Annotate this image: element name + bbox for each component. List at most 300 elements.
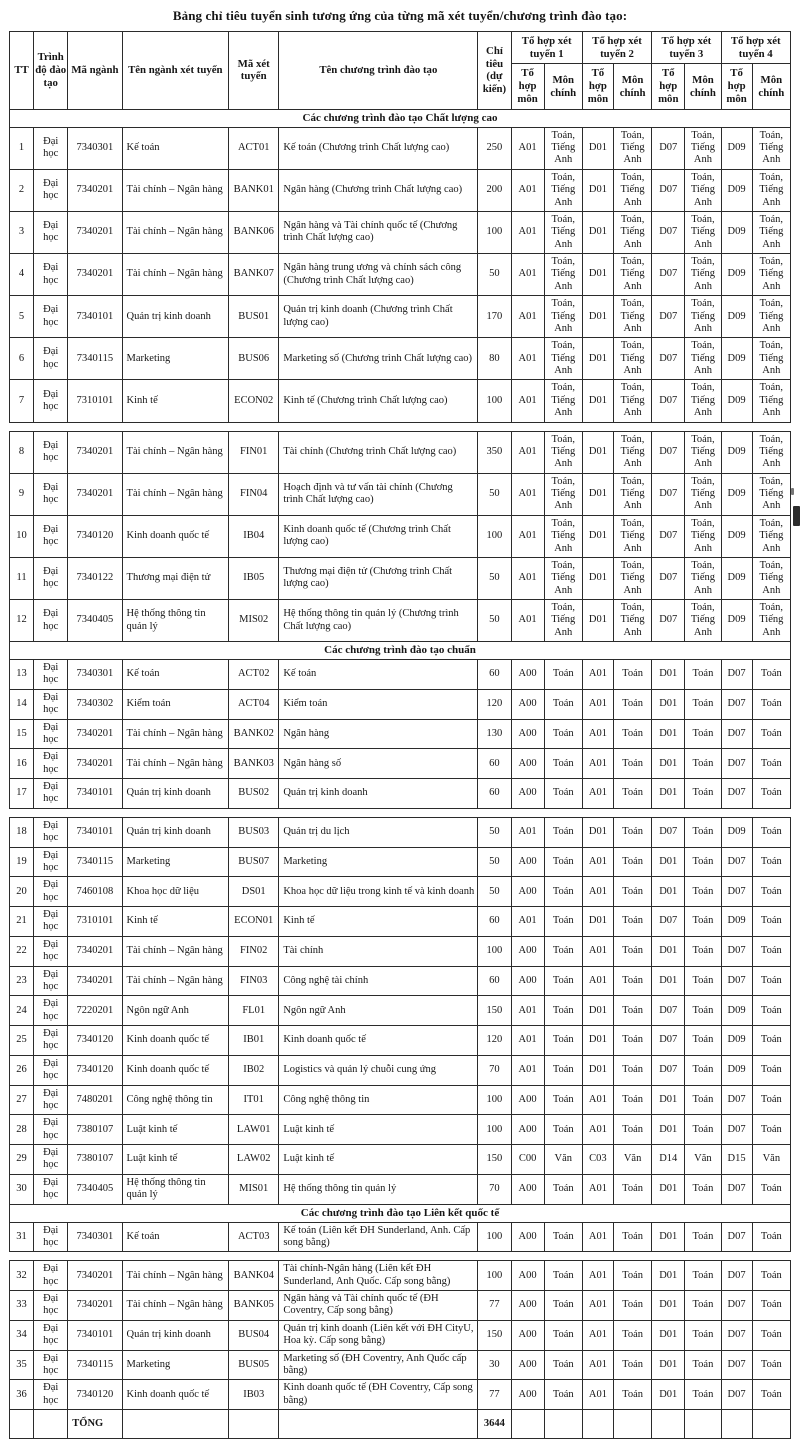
cell-main-subject: Toán, Tiếng Anh: [752, 296, 790, 338]
cell-major-name: Quản trị kinh doanh: [122, 817, 229, 847]
cell-main-subject: Toán, Tiếng Anh: [614, 338, 652, 380]
cell-program-name: Khoa học dữ liệu trong kinh tế và kinh doanh: [279, 877, 478, 907]
cell-level: Đại học: [34, 431, 68, 473]
cell-admission-code: BANK03: [229, 749, 279, 779]
cell-quota: 100: [478, 936, 511, 966]
cell-main-subject: Toán: [752, 1085, 790, 1115]
cell-combo-code: A01: [582, 936, 613, 966]
table-row: [10, 719, 791, 749]
cell-combo-code: D07: [652, 211, 685, 253]
cell-combo-code: C00: [511, 1145, 544, 1175]
cell-main-subject: Toán, Tiếng Anh: [614, 380, 652, 422]
cell-combo-code: D01: [652, 1174, 685, 1204]
cell-quota: 50: [478, 254, 511, 296]
cell-program-name: Kế toán: [279, 660, 478, 690]
cell-quota: 60: [478, 660, 511, 690]
cell-tt: 3: [10, 211, 34, 253]
cell-combo-code: A01: [582, 1174, 613, 1204]
cell-combo: [685, 1410, 721, 1439]
cell-combo-code: D07: [721, 1115, 752, 1145]
cell-program-name: Ngân hàng và Tài chính quốc tế (Chương trình Chất lượng cao): [279, 211, 478, 253]
cell-quota: 60: [478, 749, 511, 779]
cell-major-code: 7340201: [68, 1261, 122, 1291]
cell-combo: [511, 1410, 544, 1439]
cell-major-code: 7340122: [68, 557, 122, 599]
table-row: [10, 1145, 791, 1175]
cell-combo-code: D09: [721, 211, 752, 253]
cell-major-name: Tài chính – Ngân hàng: [122, 254, 229, 296]
cell-major-code: 7340115: [68, 847, 122, 877]
cell-major-name: Marketing: [122, 1350, 229, 1380]
cell-main-subject: Toán: [614, 1291, 652, 1321]
table-row: [10, 211, 791, 253]
cell-level: Đại học: [34, 380, 68, 422]
cell-combo-code: D07: [652, 127, 685, 169]
cell-major-code: 7340201: [68, 936, 122, 966]
cell-combo: [652, 1410, 685, 1439]
cell-quota: 50: [478, 817, 511, 847]
cell-admission-code: FIN02: [229, 936, 279, 966]
cell-combo-code: A01: [582, 749, 613, 779]
cell-admission-code: IB03: [229, 1380, 279, 1410]
cell-quota: 60: [478, 907, 511, 937]
cell-quota: 150: [478, 996, 511, 1026]
cell-major-code: 7340301: [68, 660, 122, 690]
cell-main-subject: Văn: [752, 1145, 790, 1175]
cell-main-subject: Toán: [614, 1350, 652, 1380]
cell-level: Đại học: [34, 1261, 68, 1291]
cell-program-name: Quản trị kinh doanh (Liên kết với ĐH CityU, Hoa kỳ. Cấp song bằng): [279, 1320, 478, 1350]
cell-main-subject: Toán: [614, 1174, 652, 1204]
cell-main-subject: Toán: [544, 1174, 582, 1204]
cell-combo-code: A01: [511, 1026, 544, 1056]
table-row: [10, 966, 791, 996]
cell-major-name: Khoa học dữ liệu: [122, 877, 229, 907]
table-row: [10, 515, 791, 557]
cell-combo-code: D07: [721, 1261, 752, 1291]
cell-main-subject: Toán, Tiếng Anh: [614, 296, 652, 338]
cell-combo: [614, 1410, 652, 1439]
table-block-3: [9, 817, 791, 1252]
cell-level: Đại học: [34, 1350, 68, 1380]
cell-combo-code: D09: [721, 600, 752, 642]
cell-combo-code: D07: [721, 1291, 752, 1321]
cell-combo-code: D09: [721, 515, 752, 557]
cell-main-subject: Toán, Tiếng Anh: [544, 600, 582, 642]
cell-main-subject: Toán: [752, 1026, 790, 1056]
cell-quota: 100: [478, 515, 511, 557]
table-row: [10, 1222, 791, 1252]
table-row: [10, 338, 791, 380]
table-root: [8, 31, 792, 1439]
cell-main-subject: Toán: [614, 966, 652, 996]
cell-program-name: Kiểm toán: [279, 689, 478, 719]
cell-major-name: Quản trị kinh doanh: [122, 1320, 229, 1350]
cell-main-subject: Toán: [614, 1380, 652, 1410]
cell-main-subject: Toán: [544, 966, 582, 996]
cell-major-code: 7310101: [68, 907, 122, 937]
cell-main-subject: Toán: [685, 660, 721, 690]
cell-admission-code: BANK02: [229, 719, 279, 749]
cell-program-name: Hệ thống thông tin quản lý (Chương trình Chất lượng cao): [279, 600, 478, 642]
cell-level: Đại học: [34, 600, 68, 642]
cell-combo-code: A01: [582, 1085, 613, 1115]
cell-combo-code: D07: [721, 1320, 752, 1350]
cell-program-name: Ngân hàng và Tài chính quốc tế (ĐH Coventry, Cấp song bằng): [279, 1291, 478, 1321]
cell-level: Đại học: [34, 847, 68, 877]
cell-combo-code: D09: [721, 169, 752, 211]
cell-combo-code: D01: [652, 847, 685, 877]
cell-major-name: Kinh tế: [122, 380, 229, 422]
table-row: [10, 817, 791, 847]
cell-main-subject: Toán: [544, 817, 582, 847]
cell-tt: 27: [10, 1085, 34, 1115]
cell-major-code: 7340201: [68, 254, 122, 296]
cell-main-subject: Toán, Tiếng Anh: [685, 254, 721, 296]
cell-combo-code: A00: [511, 779, 544, 809]
cell-main-subject: Toán: [614, 1320, 652, 1350]
cell-combo-code: A01: [582, 1115, 613, 1145]
cell-major-code: 7340201: [68, 966, 122, 996]
cell-admission-code: DS01: [229, 877, 279, 907]
table-row: [10, 1291, 791, 1321]
cell-combo-code: A00: [511, 719, 544, 749]
cell-combo-code: A00: [511, 1350, 544, 1380]
cell-tt: 30: [10, 1174, 34, 1204]
table-row: [10, 1115, 791, 1145]
cell-program-name: Quản trị kinh doanh (Chương trình Chất lượng cao): [279, 296, 478, 338]
cell-main-subject: Toán, Tiếng Anh: [544, 296, 582, 338]
table-row: [10, 431, 791, 473]
cell-combo-code: D09: [721, 996, 752, 1026]
cell-main-subject: Toán: [752, 877, 790, 907]
cell-main-subject: Toán, Tiếng Anh: [614, 169, 652, 211]
cell-main-subject: Toán: [752, 907, 790, 937]
cell-combo-code: D01: [652, 966, 685, 996]
cell-main-subject: Toán: [685, 1380, 721, 1410]
col-header-major-code: Mã ngành: [68, 32, 122, 110]
col-header-program-name: Tên chương trình đào tạo: [279, 32, 478, 110]
cell-main-subject: Toán, Tiếng Anh: [544, 127, 582, 169]
cell-quota: 30: [478, 1350, 511, 1380]
cell-main-subject: Toán: [614, 1261, 652, 1291]
cell-admission-code: BUS05: [229, 1350, 279, 1380]
cell-main-subject: Toán: [752, 1174, 790, 1204]
cell-tt: 9: [10, 473, 34, 515]
cell-main-subject: Toán: [614, 1115, 652, 1145]
cell-level: Đại học: [34, 779, 68, 809]
cell-major-name: Tài chính – Ngân hàng: [122, 966, 229, 996]
cell-main-subject: Toán, Tiếng Anh: [752, 169, 790, 211]
cell-tt: 12: [10, 600, 34, 642]
cell-quota: 60: [478, 779, 511, 809]
cell-major-name: Thương mại điện tử: [122, 557, 229, 599]
table-row: [10, 473, 791, 515]
cell-major-name: Tài chính – Ngân hàng: [122, 749, 229, 779]
section-header-row: [10, 642, 791, 660]
cell-tt: 6: [10, 338, 34, 380]
cell-main-subject: Toán, Tiếng Anh: [685, 600, 721, 642]
cell-combo-code: D01: [582, 380, 613, 422]
cell-main-subject: Toán, Tiếng Anh: [544, 473, 582, 515]
cell-main-subject: Toán: [752, 966, 790, 996]
cell-combo: [582, 1410, 613, 1439]
cell-main-subject: Toán: [685, 1291, 721, 1321]
cell-major-name: Kinh doanh quốc tế: [122, 515, 229, 557]
cell-combo: [544, 1410, 582, 1439]
cell-major-name: Kinh doanh quốc tế: [122, 1026, 229, 1056]
col-header-combo-group-2: Tổ hợp xét tuyển 2: [582, 32, 651, 64]
cell-program-name: Quản trị du lịch: [279, 817, 478, 847]
cell-admission-code: BUS06: [229, 338, 279, 380]
cell-combo-code: D07: [652, 907, 685, 937]
cell-combo-code: A00: [511, 660, 544, 690]
cell-major-name: Luật kinh tế: [122, 1115, 229, 1145]
cell-combo-code: D07: [652, 996, 685, 1026]
table-row: [10, 1085, 791, 1115]
cell-main-subject: Toán: [544, 779, 582, 809]
cell-main-subject: Toán: [752, 689, 790, 719]
cell-combo-code: D07: [652, 169, 685, 211]
cell-combo-code: A00: [511, 847, 544, 877]
cell-program-name: Tài chính: [279, 936, 478, 966]
cell-main-subject: Toán, Tiếng Anh: [685, 431, 721, 473]
cell-combo-code: D07: [652, 254, 685, 296]
cell-major-code: 7340201: [68, 1291, 122, 1321]
cell-tt: 24: [10, 996, 34, 1026]
cell-main-subject: Toán: [685, 1055, 721, 1085]
cell-tt: 11: [10, 557, 34, 599]
cell-admission-code: BANK07: [229, 254, 279, 296]
cell-admission-code: IB05: [229, 557, 279, 599]
cell-admission-code: MIS02: [229, 600, 279, 642]
cell-main-subject: Toán, Tiếng Anh: [614, 254, 652, 296]
scan-artifact: [793, 506, 800, 526]
cell-quota: 350: [478, 431, 511, 473]
cell-admission-code: ECON01: [229, 907, 279, 937]
cell-major-code: 7340201: [68, 473, 122, 515]
col-header-main-subject-3: Môn chính: [685, 64, 721, 109]
cell-combo-code: A01: [582, 779, 613, 809]
cell-major-code: 7340115: [68, 338, 122, 380]
cell-level: Đại học: [34, 169, 68, 211]
cell-admission-code: IB01: [229, 1026, 279, 1056]
col-header-admission-code: Mã xét tuyển: [229, 32, 279, 110]
cell-quota: 200: [478, 169, 511, 211]
cell-tt: 22: [10, 936, 34, 966]
cell-main-subject: Toán, Tiếng Anh: [544, 254, 582, 296]
cell-main-subject: Toán, Tiếng Anh: [752, 380, 790, 422]
cell-admission-code: FIN04: [229, 473, 279, 515]
cell-combo-code: A01: [511, 515, 544, 557]
cell-tt: 20: [10, 877, 34, 907]
cell-major-name: Kinh doanh quốc tế: [122, 1055, 229, 1085]
cell-combo-code: D07: [721, 1380, 752, 1410]
cell-major-name: Quản trị kinh doanh: [122, 779, 229, 809]
table-row: [10, 1026, 791, 1056]
cell-combo-code: A00: [511, 1085, 544, 1115]
cell-major-name: Ngôn ngữ Anh: [122, 996, 229, 1026]
cell-program-name: Kinh doanh quốc tế (ĐH Coventry, Cấp song bằng): [279, 1380, 478, 1410]
section-header-label: Các chương trình đào tạo chuẩn: [10, 642, 791, 660]
cell-level: Đại học: [34, 1026, 68, 1056]
cell-combo-code: D09: [721, 296, 752, 338]
cell-main-subject: Toán: [752, 660, 790, 690]
table-row: [10, 1174, 791, 1204]
cell-admission-code: MIS01: [229, 1174, 279, 1204]
table-row: [10, 1380, 791, 1410]
col-header-main-subject-1: Môn chính: [544, 64, 582, 109]
cell-combo-code: A00: [511, 936, 544, 966]
table-row: [10, 996, 791, 1026]
cell-combo-code: D07: [721, 779, 752, 809]
scan-artifact: [791, 488, 794, 495]
cell-combo-code: A01: [511, 338, 544, 380]
cell-combo-code: A01: [511, 254, 544, 296]
cell-main-subject: Toán: [544, 996, 582, 1026]
cell-major-code: 7340201: [68, 211, 122, 253]
cell-admission-code: BUS07: [229, 847, 279, 877]
col-header-level: Trình độ đào tạo: [34, 32, 68, 110]
cell-combo-code: D09: [721, 557, 752, 599]
cell-tt: 25: [10, 1026, 34, 1056]
table-row: [10, 296, 791, 338]
cell-level: Đại học: [34, 1222, 68, 1252]
cell-level: Đại học: [34, 877, 68, 907]
cell-level: Đại học: [34, 1145, 68, 1175]
cell-combo-code: A01: [511, 431, 544, 473]
cell-level: [34, 1410, 68, 1439]
cell-main-subject: Toán, Tiếng Anh: [685, 515, 721, 557]
cell-main-subject: Toán, Tiếng Anh: [685, 338, 721, 380]
cell-major-name: Tài chính – Ngân hàng: [122, 719, 229, 749]
cell-main-subject: Toán: [685, 1085, 721, 1115]
cell-level: Đại học: [34, 1380, 68, 1410]
cell-combo-code: A00: [511, 1261, 544, 1291]
cell-program-name: Thương mại điện tử (Chương trình Chất lượng cao): [279, 557, 478, 599]
cell-program-name: Ngôn ngữ Anh: [279, 996, 478, 1026]
cell-combo-code: D07: [652, 296, 685, 338]
section-header-label: Các chương trình đào tạo Liên kết quốc tế: [10, 1204, 791, 1222]
cell-main-subject: Toán: [752, 1261, 790, 1291]
cell-main-subject: Toán, Tiếng Anh: [752, 600, 790, 642]
cell-combo-code: D01: [582, 296, 613, 338]
cell-major-name: Kinh doanh quốc tế: [122, 1380, 229, 1410]
cell-tt: 28: [10, 1115, 34, 1145]
cell-admission-code: BUS04: [229, 1320, 279, 1350]
cell-major-code: 7340201: [68, 431, 122, 473]
section-header-label: Các chương trình đào tạo Chất lượng cao: [10, 109, 791, 127]
cell-combo-code: A01: [511, 380, 544, 422]
cell-combo-code: D09: [721, 127, 752, 169]
cell-main-subject: Văn: [544, 1145, 582, 1175]
cell-program-name: Tài chính (Chương trình Chất lượng cao): [279, 431, 478, 473]
cell-quota: 150: [478, 1145, 511, 1175]
cell-combo-code: A01: [582, 877, 613, 907]
cell-main-subject: Toán: [544, 1085, 582, 1115]
cell-combo-code: D01: [582, 211, 613, 253]
cell-quota: 70: [478, 1055, 511, 1085]
cell-combo-code: A01: [511, 907, 544, 937]
cell-combo-code: D01: [582, 431, 613, 473]
cell-quota: 120: [478, 1026, 511, 1056]
cell-main-subject: Toán, Tiếng Anh: [614, 473, 652, 515]
cell-total-value: 3644: [478, 1410, 511, 1439]
cell-main-subject: Toán: [544, 1261, 582, 1291]
cell-main-subject: Toán: [685, 996, 721, 1026]
cell-admission-code: BANK06: [229, 211, 279, 253]
cell-major-code: 7340301: [68, 1222, 122, 1252]
cell-major-name: Tài chính – Ngân hàng: [122, 473, 229, 515]
cell-main-subject: Toán, Tiếng Anh: [614, 557, 652, 599]
cell-main-subject: Toán: [752, 817, 790, 847]
cell-tt: 26: [10, 1055, 34, 1085]
cell-tt: 31: [10, 1222, 34, 1252]
cell-combo-code: D07: [652, 817, 685, 847]
cell-major-code: 7340120: [68, 1055, 122, 1085]
cell-main-subject: Toán: [685, 966, 721, 996]
cell-admission-code: ACT04: [229, 689, 279, 719]
cell-main-subject: Toán, Tiếng Anh: [544, 211, 582, 253]
cell-tt: 7: [10, 380, 34, 422]
table-body: [10, 1261, 791, 1439]
cell-combo-code: A01: [511, 169, 544, 211]
cell-main-subject: Toán: [544, 660, 582, 690]
cell-level: Đại học: [34, 907, 68, 937]
table-row: [10, 1320, 791, 1350]
cell-tt: 10: [10, 515, 34, 557]
cell-combo-code: D07: [652, 1055, 685, 1085]
cell-tt: 14: [10, 689, 34, 719]
cell-admission-code: IT01: [229, 1085, 279, 1115]
cell-main-subject: Toán: [614, 996, 652, 1026]
cell-combo-code: D07: [721, 1085, 752, 1115]
cell-major-code: 7340101: [68, 1320, 122, 1350]
cell-combo-code: D07: [652, 431, 685, 473]
cell-combo-code: D07: [652, 557, 685, 599]
cell-level: Đại học: [34, 473, 68, 515]
cell-admission-code: BUS03: [229, 817, 279, 847]
cell-program-name: Tài chính-Ngân hàng (Liên kết ĐH Sunderland, Anh Quốc. Cấp song bằng): [279, 1261, 478, 1291]
cell-admission-code: FL01: [229, 996, 279, 1026]
cell-main-subject: Toán: [685, 907, 721, 937]
cell-main-subject: Toán, Tiếng Anh: [752, 515, 790, 557]
cell-major-code: 7340405: [68, 1174, 122, 1204]
cell-level: Đại học: [34, 749, 68, 779]
cell-combo-code: A01: [511, 996, 544, 1026]
cell-main-subject: Toán, Tiếng Anh: [544, 169, 582, 211]
cell-major-code: 7340201: [68, 749, 122, 779]
table-row: [10, 380, 791, 422]
cell-major-code: 7340301: [68, 127, 122, 169]
col-header-combo-group-4: Tổ hợp xét tuyển 4: [721, 32, 790, 64]
section-header-row: [10, 1204, 791, 1222]
cell-combo-code: D07: [721, 660, 752, 690]
cell-level: Đại học: [34, 1085, 68, 1115]
cell-tt: 23: [10, 966, 34, 996]
col-header-quota: Chỉ tiêu (dự kiến): [478, 32, 511, 110]
cell-major-code: 7340120: [68, 1026, 122, 1056]
cell-level: Đại học: [34, 660, 68, 690]
cell-combo-code: D01: [652, 1380, 685, 1410]
cell-level: Đại học: [34, 338, 68, 380]
cell-main-subject: Toán, Tiếng Anh: [544, 380, 582, 422]
cell-main-subject: Toán: [685, 1320, 721, 1350]
cell-program-name: Ngân hàng trung ương và chính sách công (Chương trình Chất lượng cao): [279, 254, 478, 296]
cell-main-subject: Toán: [614, 817, 652, 847]
cell-quota: 130: [478, 719, 511, 749]
cell-main-subject: Toán, Tiếng Anh: [614, 431, 652, 473]
